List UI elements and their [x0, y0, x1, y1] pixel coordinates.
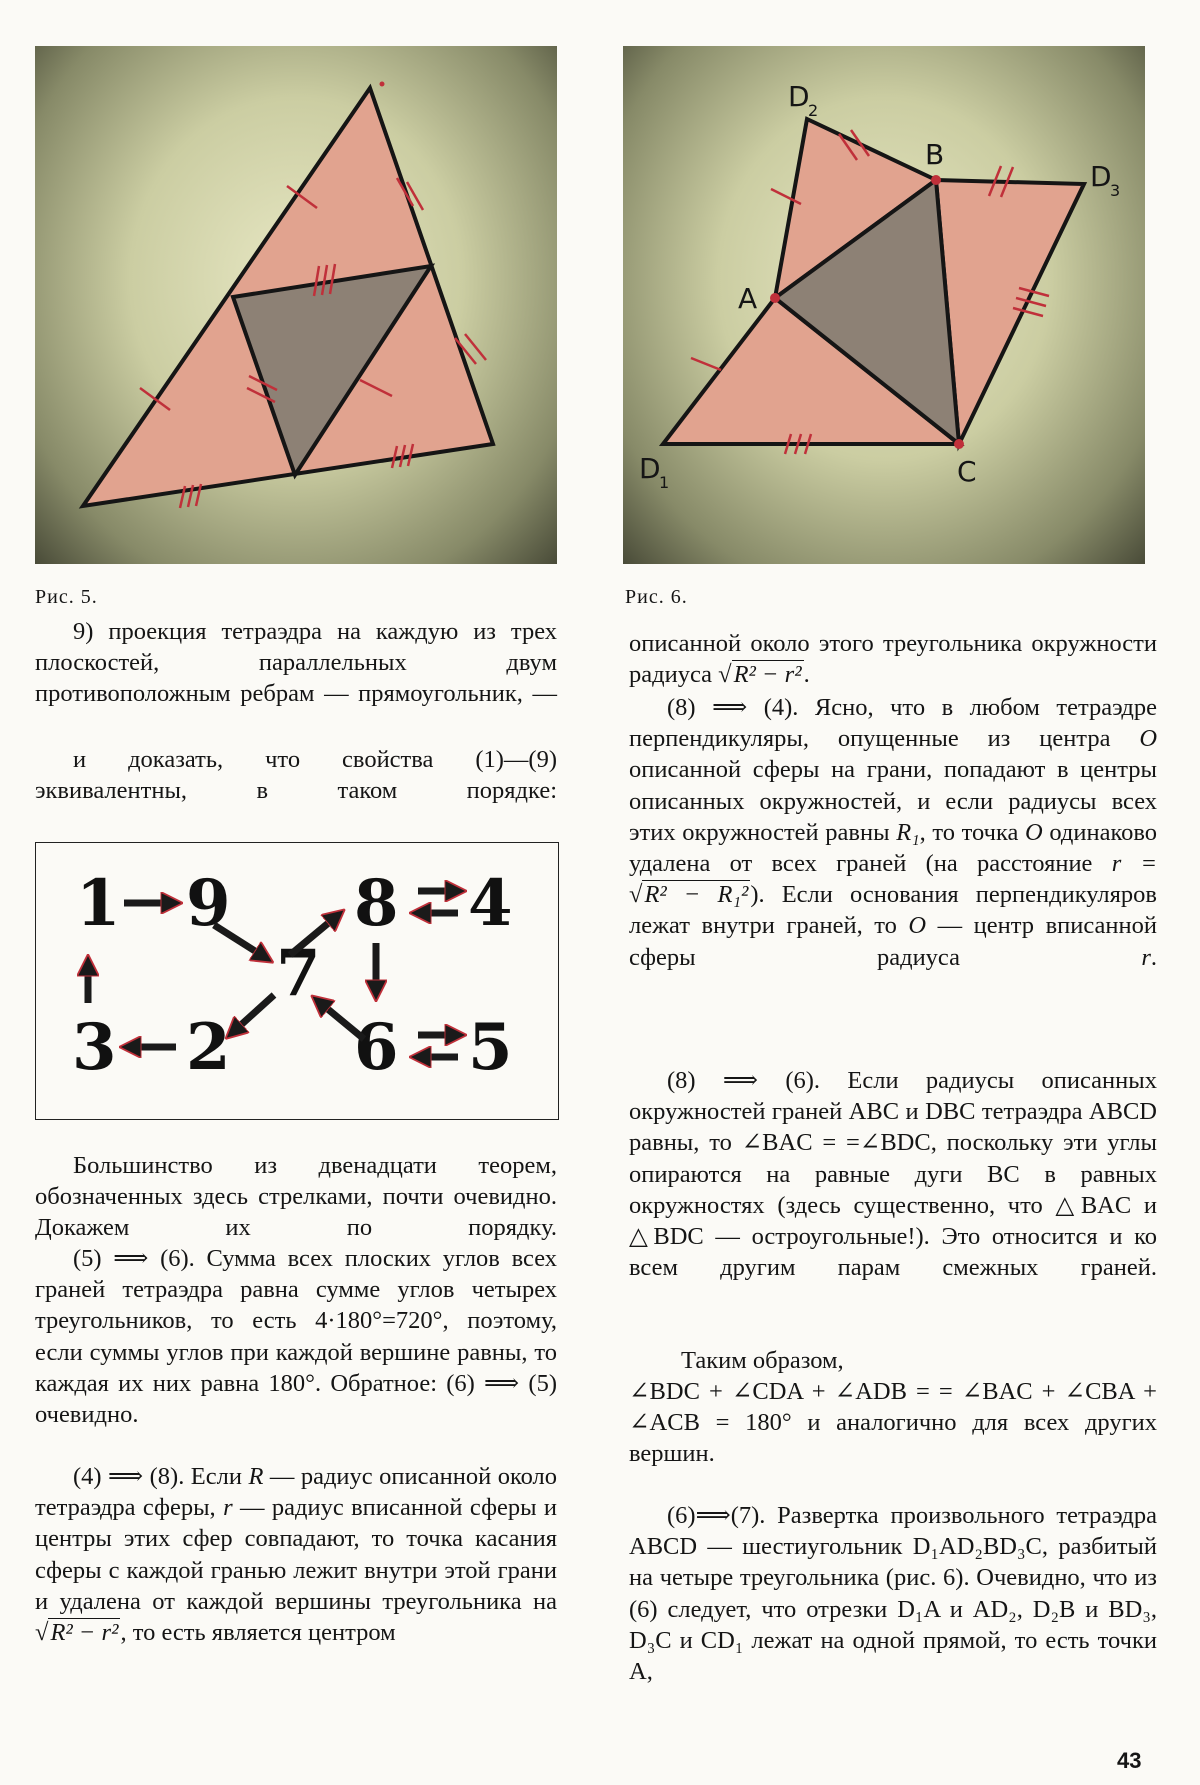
- paragraph-equivalence-intro: и доказать, что свойства (1)—(9) эквивалентны, в таком порядке:: [35, 746, 557, 805]
- figure-5-caption: Рис. 5.: [35, 586, 98, 608]
- figure-5-drawing: [35, 46, 557, 564]
- sqrt-expression: √R² − r²: [35, 1619, 119, 1647]
- scheme-number-5: 5: [468, 1010, 513, 1085]
- face-BCD3: [936, 180, 1084, 444]
- paragraph-6-implies-7: (6)⟹(7). Развертка произвольного тетраэдра ABCD — шестиугольник D₁AD₂BD₃C, разбитый на четыре треугольника (рис. 6). Очевидно, что из (6) следует, что отрезки D₁A и AD₂, D₂B и BD₃, D₃C и CD₁ лежат на одной прямой, то есть точки A,: [629, 1502, 1157, 1686]
- apex-dot: [380, 82, 385, 87]
- scheme-number-7: 7: [276, 936, 321, 1011]
- paragraph-property-9: 9) проекция тетраэдра на каждую из трех плоскостей, параллельных двум противоположным ребрам — прямоугольник, —: [35, 618, 557, 708]
- label-D1-subscript: 1: [659, 473, 670, 492]
- label-D2-subscript: 2: [808, 101, 819, 120]
- paragraph-5-implies-6: (5) ⟹ (6). Сумма всех плоских углов всех граней тетраэдра равна сумме углов четырех треугольников, то есть 4·180°=720°, поэтому, если суммы углов при каждой вершине равны, то каждая их них равна 180°. Обратное: (6) ⟹ (5) очевидно.: [35, 1245, 557, 1429]
- implication-scheme: [35, 842, 559, 1120]
- scheme-number-8: 8: [354, 866, 399, 941]
- label-D2: D: [788, 80, 810, 113]
- page-number: 43: [1117, 1748, 1142, 1773]
- scheme-number-2: 2: [186, 1010, 231, 1085]
- scheme-number-1: 1: [76, 866, 121, 941]
- paragraph-thus: Таким образом,: [681, 1347, 844, 1374]
- label-D1: D: [639, 452, 661, 485]
- arrow-7-to-2: [232, 995, 274, 1033]
- paragraph-8-implies-6: (8) ⟹ (6). Если радиусы описанных окружностей граней ABC и DBC тетраэдра ABCD равны, то ∠BAC = =∠BDC, поскольку эти углы опираются на равные дуги BC в равных окружностях (здесь существенно, что △BAC и △BDC — остроугольные!). Это относится и ко всем другим парам смежных граней.: [629, 1067, 1157, 1282]
- scheme-number-9: 9: [186, 866, 231, 941]
- scheme-number-4: 4: [468, 866, 513, 941]
- sqrt-expression: √R² − r²: [718, 661, 802, 689]
- label-D3-subscript: 3: [1110, 181, 1121, 200]
- figure-6: [623, 46, 1145, 564]
- paragraph-8-implies-4: (8) ⟹ (4). Ясно, что в любом тетраэдре перпендикуляры, опущенные из центра O описанной сферы на грани, попадают в центры описанных окружностей, и если радиусы всех этих окружностей равны R₁, то точка O одинаково удалена от всех граней (на расстояние r = √R² − R₁²). Если основания перпендикуляров лежат внутри граней, то O — центр вписанной сферы радиуса r.: [629, 694, 1158, 971]
- figure-6-caption: Рис. 6.: [625, 586, 688, 608]
- paragraph-angle-sums: ∠BDC + ∠CDA + ∠ADB = = ∠BAC + ∠CBA + ∠ACB = 180° и аналогично для всех других вершин.: [629, 1378, 1157, 1468]
- scheme-number-6: 6: [354, 1010, 399, 1085]
- scheme-arrows: [88, 891, 458, 1057]
- figure-6-drawing: [623, 46, 1145, 564]
- implication-scheme-drawing: [36, 843, 558, 1119]
- arrow-9-to-7: [214, 925, 266, 958]
- label-C: C: [957, 455, 977, 488]
- label-D3: D: [1090, 160, 1112, 193]
- label-B: B: [925, 138, 945, 171]
- label-A: A: [738, 282, 758, 315]
- paragraph-4-implies-8: (4) ⟹ (8). Если R — радиус описанной около тетраэдра сферы, r — радиус вписанной сферы и центры этих сфер совпадают, то точка касания сферы с каждой гранью лежит внутри этой грани и удалена от каждой вершины треугольника на √R² − r², то есть является центром: [35, 1463, 558, 1647]
- paragraph-circumradius: описанной около этого треугольника окружности радиуса √R² − r².: [629, 630, 1157, 689]
- figure-5: [35, 46, 557, 564]
- paragraph-twelve-theorems: Большинство из двенадцати теорем, обозначенных здесь стрелками, почти очевидно. Докажем их по порядку.: [35, 1152, 557, 1242]
- scheme-number-3: 3: [72, 1010, 117, 1085]
- sqrt-expression: √R² − R₁²: [629, 881, 749, 909]
